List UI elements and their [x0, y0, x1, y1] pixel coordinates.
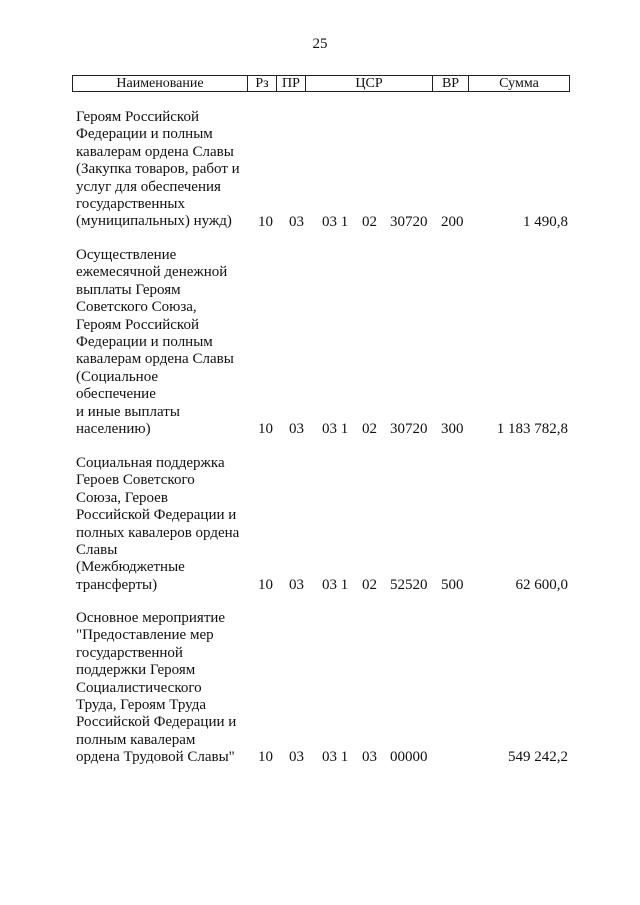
- row-csr-program: 03 1: [322, 749, 349, 765]
- header-pr: ПР: [277, 76, 306, 91]
- row-sum: 549 242,2: [508, 749, 568, 765]
- row-name: Героям Российской Федерации и полным кавалерам ордена Славы (Закупка товаров, работ и услуг для обеспечения государственных (муниципальных) нужд): [76, 109, 240, 230]
- row-rz: 10: [258, 214, 273, 230]
- row-csr-program: 03 1: [322, 421, 349, 437]
- row-pr: 03: [289, 577, 304, 593]
- row-rz: 10: [258, 577, 273, 593]
- row-sum: 1 490,8: [523, 214, 568, 230]
- row-csr-direction: 30720: [390, 421, 428, 437]
- row-vr: 300: [441, 421, 464, 437]
- row-csr-program: 03 1: [322, 214, 349, 230]
- row-csr-program: 03 1: [322, 577, 349, 593]
- header-rz: Рз: [248, 76, 277, 91]
- row-csr-direction: 00000: [390, 749, 428, 765]
- row-vr: 200: [441, 214, 464, 230]
- page-number: 25: [312, 36, 328, 52]
- row-rz: 10: [258, 749, 273, 765]
- header-csr: ЦСР: [306, 76, 433, 91]
- row-pr: 03: [289, 421, 304, 437]
- row-csr-direction: 30720: [390, 214, 428, 230]
- row-csr-event: 03: [362, 749, 377, 765]
- row-name: Осуществление ежемесячной денежной выплаты Героям Советского Союза, Героям Российской Федерации и полным кавалерам ордена Славы (Социальное обеспечение и иные выплаты населению): [76, 247, 234, 438]
- row-csr-event: 02: [362, 214, 377, 230]
- row-sum: 1 183 782,8: [496, 421, 568, 437]
- row-csr-event: 02: [362, 577, 377, 593]
- row-rz: 10: [258, 421, 273, 437]
- header-name: Наименование: [73, 76, 248, 91]
- header-sum: Сумма: [499, 76, 539, 91]
- row-csr-direction: 52520: [390, 577, 428, 593]
- row-vr: 500: [441, 577, 464, 593]
- table-header: [72, 75, 570, 92]
- row-pr: 03: [289, 749, 304, 765]
- row-name: Социальная поддержка Героев Советского Союза, Героев Российской Федерации и полных кавалеров ордена Славы (Межбюджетные трансферты): [76, 455, 240, 593]
- row-csr-event: 02: [362, 421, 377, 437]
- row-sum: 62 600,0: [515, 577, 568, 593]
- row-name: Основное мероприятие "Предоставление мер государственной поддержки Героям Социалистического Труда, Героям Труда Российской Федерации и полным кавалерам ордена Трудовой Славы": [76, 610, 237, 766]
- row-pr: 03: [289, 214, 304, 230]
- header-vr: ВР: [433, 76, 469, 91]
